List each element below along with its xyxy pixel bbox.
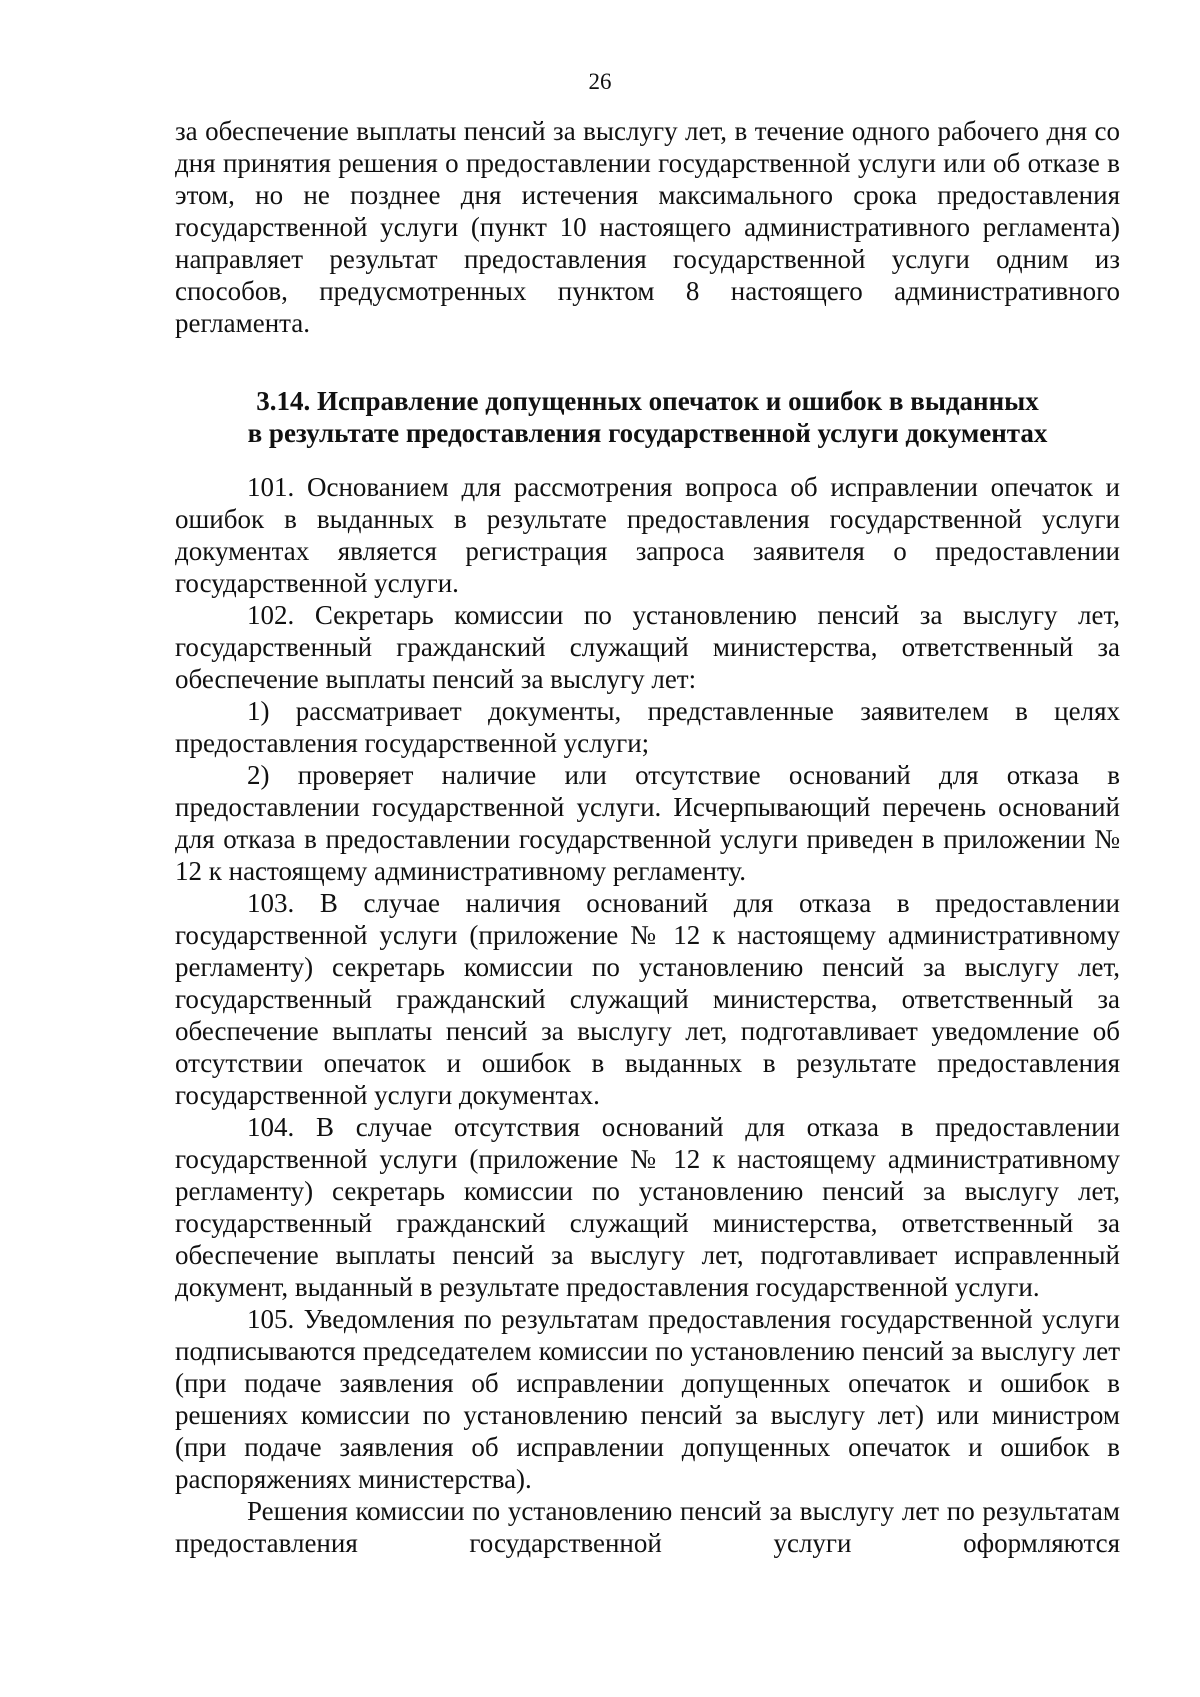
page-number: 26	[588, 69, 612, 94]
paragraph-decisions: Решения комиссии по установлению пенсий за выслугу лет по результатам предоставления государственной услуги оформляются	[175, 1496, 1120, 1558]
document-body	[175, 115, 1120, 1559]
section-title-line-2: в результате предоставления государственной услуги документах	[247, 418, 1048, 448]
paragraph-102-item-1: 1) рассматривает документы, представленные заявителем в целях предоставления государственной услуги;	[175, 696, 1120, 758]
paragraph-104: 104. В случае отсутствия оснований для отказа в предоставлении государственной услуги (приложение № 12 к настоящему административному регламенту) секретарь комиссии по установлению пенсий за выслугу лет, государственный гражданский служащий министерства, ответственный за обеспечение выплаты пенсий за выслугу лет, подготавливает исправленный документ, выданный в результате предоставления государственной услуги.	[175, 1112, 1120, 1302]
paragraph-101: 101. Основанием для рассмотрения вопроса об исправлении опечаток и ошибок в выданных в результате предоставления государственной услуги документах является регистрация запроса заявителя о предоставлении государственной услуги.	[175, 472, 1120, 598]
paragraph-102-item-2: 2) проверяет наличие или отсутствие оснований для отказа в предоставлении государственной услуги. Исчерпывающий перечень оснований для отказа в предоставлении государственной услуги приведен в приложении № 12 к настоящему административному регламенту.	[175, 760, 1120, 886]
paragraph-102: 102. Секретарь комиссии по установлению пенсий за выслугу лет, государственный гражданский служащий министерства, ответственный за обеспечение выплаты пенсий за выслугу лет:	[175, 600, 1120, 694]
section-title-line-1: 3.14. Исправление допущенных опечаток и ошибок в выданных	[256, 386, 1039, 416]
paragraph-103: 103. В случае наличия оснований для отказа в предоставлении государственной услуги (приложение № 12 к настоящему административному регламенту) секретарь комиссии по установлению пенсий за выслугу лет, государственный гражданский служащий министерства, ответственный за обеспечение выплаты пенсий за выслугу лет, подготавливает уведомление об отсутствии опечаток и ошибок в выданных в результате предоставления государственной услуги документах.	[175, 888, 1120, 1110]
section-title	[175, 385, 1120, 449]
paragraph-105: 105. Уведомления по результатам предоставления государственной услуги подписываются председателем комиссии по установлению пенсий за выслугу лет (при подаче заявления об исправлении допущенных опечаток и ошибок в решениях комиссии по установлению пенсий за выслугу лет) или министром (при подаче заявления об исправлении допущенных опечаток и ошибок в распоряжениях министерства).	[175, 1304, 1120, 1494]
intro-paragraph: за обеспечение выплаты пенсий за выслугу лет, в течение одного рабочего дня со дня принятия решения о предоставлении государственной услуги или об отказе в этом, но не позднее дня истечения максимального срока предоставления государственной услуги (пункт 10 настоящего административного регламента) направляет результат предоставления государственной услуги одним из способов, предусмотренных пунктом 8 настоящего административного регламента.	[175, 116, 1120, 338]
